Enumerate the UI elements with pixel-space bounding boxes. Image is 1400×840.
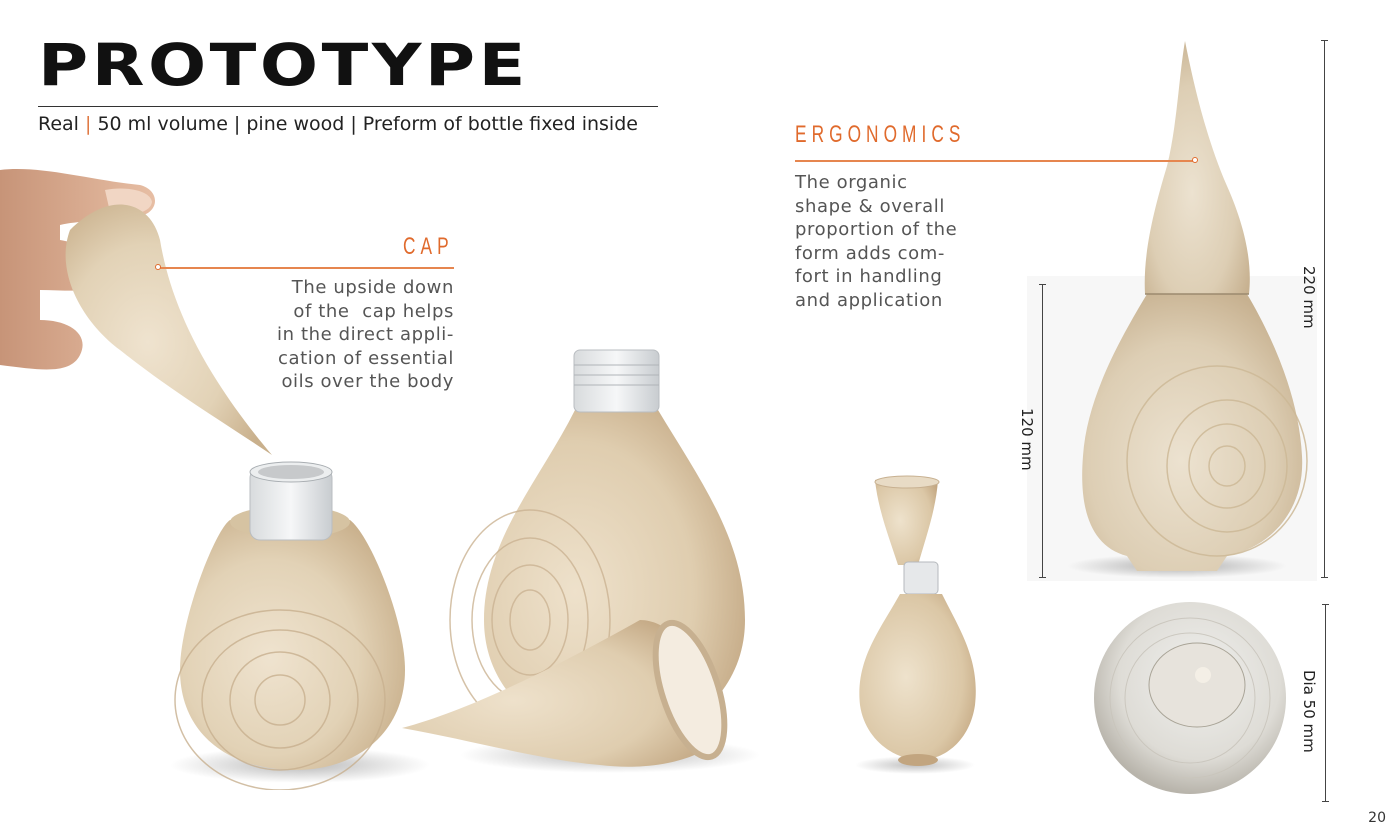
dimension-tick bbox=[1321, 577, 1328, 578]
dimension-tick bbox=[1322, 801, 1329, 802]
ergonomics-leader-dot bbox=[1192, 157, 1198, 163]
dimension-tick bbox=[1322, 604, 1329, 605]
page-title: PROTOTYPE bbox=[38, 31, 529, 99]
title-divider bbox=[38, 106, 658, 107]
ergonomics-description: The organic shape & overall proportion of the form adds com- fort in handling and application bbox=[795, 172, 958, 311]
dimension-line-body-height bbox=[1042, 284, 1043, 578]
photo-small-bottle bbox=[830, 470, 990, 780]
subtitle-specs: 50 ml volume | pine wood | Preform of bottle fixed inside bbox=[97, 113, 638, 135]
ergonomics-heading: ERGONOMICS bbox=[795, 121, 966, 148]
dimension-tick bbox=[1039, 284, 1046, 285]
cap-heading: CAP bbox=[403, 233, 454, 260]
cap-leader-dot bbox=[155, 264, 161, 270]
page-subtitle bbox=[38, 113, 638, 135]
photo-tall-bottle bbox=[1027, 36, 1317, 581]
dimension-label-diameter: Dia 50 mm bbox=[1300, 670, 1318, 753]
dimension-line-diameter bbox=[1325, 604, 1326, 802]
ergonomics-leader-line bbox=[795, 160, 1195, 162]
dimension-label-body-height: 120 mm bbox=[1018, 408, 1036, 471]
dimension-line-total-height bbox=[1324, 40, 1325, 578]
bottle-open-illustration bbox=[175, 462, 405, 790]
photo-top-view bbox=[1085, 595, 1295, 805]
dimension-tick bbox=[1321, 40, 1328, 41]
page-number: 20 bbox=[1368, 810, 1386, 826]
cap-held-illustration bbox=[66, 205, 272, 455]
dimension-tick bbox=[1039, 577, 1046, 578]
cap-description: The upside down of the cap helps in the direct appli- cation of essential oils over the body bbox=[277, 277, 454, 393]
subtitle-separator: | bbox=[78, 113, 98, 135]
subtitle-real: Real bbox=[38, 113, 79, 135]
dimension-label-total-height: 220 mm bbox=[1300, 266, 1318, 329]
cap-leader-line bbox=[158, 267, 454, 269]
photo-hand-cap-bottle bbox=[0, 150, 790, 790]
